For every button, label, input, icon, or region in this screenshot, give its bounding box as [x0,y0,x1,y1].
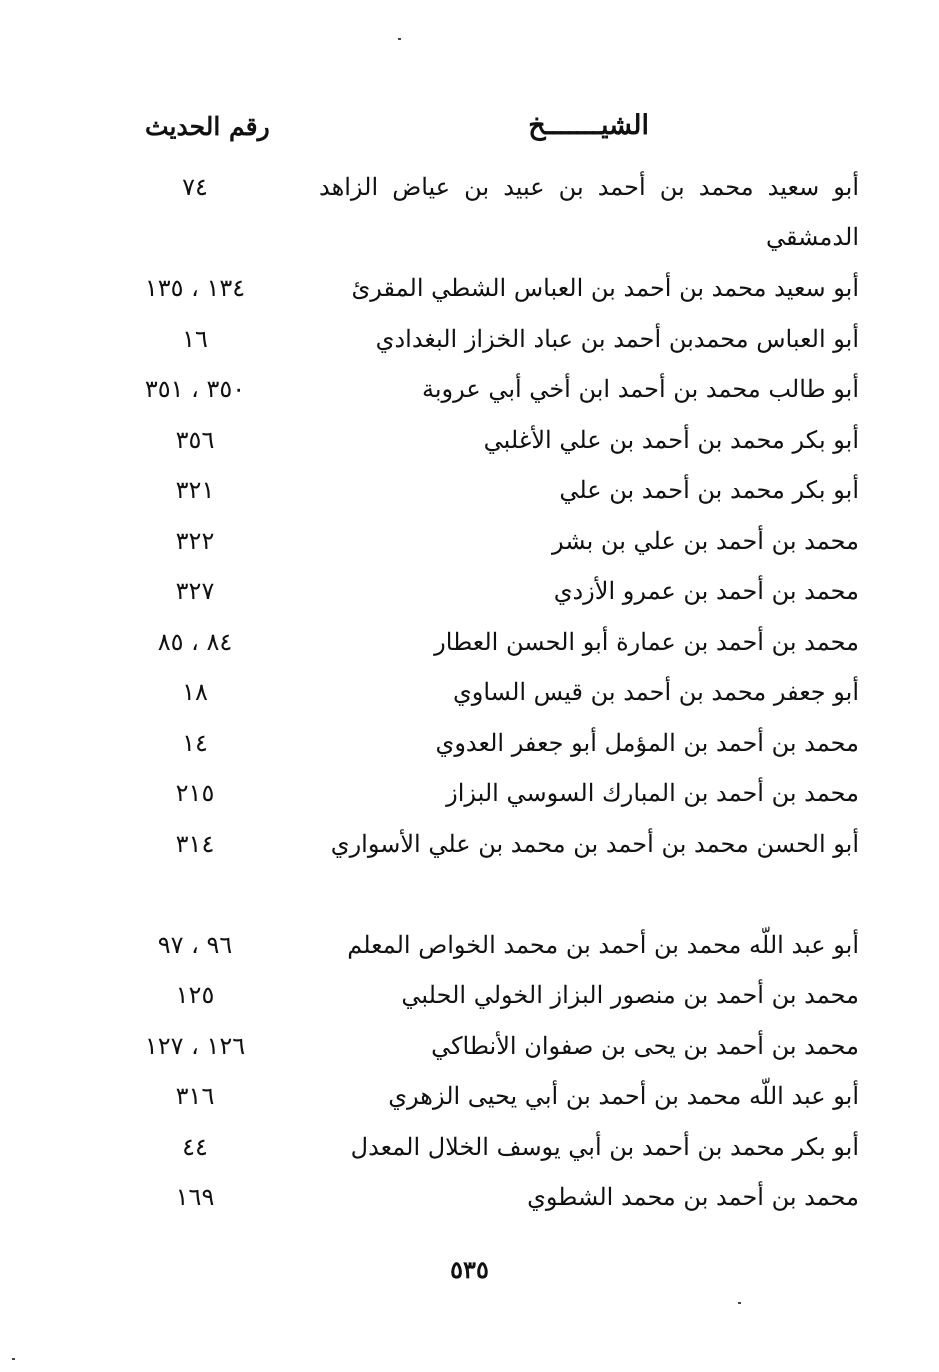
hadith-numbers: ١٣٤ ، ١٣٥ [144,274,246,302]
sheikh-name: محمد بن أحمد بن عمارة أبو الحسن العطار [434,627,859,656]
list-item [0,562,939,613]
list-item [0,461,939,512]
hadith-numbers: ٣٢١ [175,476,215,504]
list-item [0,360,939,411]
hadith-numbers: ٣٥٠ ، ٣٥١ [144,375,246,403]
list-item [0,158,939,259]
list-item [0,259,939,310]
hadith-numbers: ٩٦ ، ٩٧ [157,930,233,959]
hadith-numbers: ٧٤ [182,173,208,201]
sheikh-name: أبو عبد اللّه محمد بن أحمد بن أبي يحيى الزهري [388,1082,859,1110]
list-item [0,613,939,664]
page-number: ٥٣٥ [450,1255,489,1284]
hadith-numbers: ١٤ [182,728,208,757]
list-item [0,1017,939,1068]
hadith-numbers: ٣٥٦ [175,425,215,454]
sheikh-name: أبو بكر محمد بن أحمد بن علي [559,476,859,504]
hadith-numbers: ٨٤ ، ٨٥ [157,627,233,656]
sheikh-name: أبو بكر محمد بن أحمد بن علي الأغلبي [483,425,859,454]
sheikh-name: أبو جعفر محمد بن أحمد بن قيس الساوي [452,678,859,706]
sheikh-name: محمد بن أحمد بن منصور البزاز الخولي الحلبي [401,981,859,1009]
list-item [0,663,939,714]
sheikh-name: أبو العباس محمدبن أحمد بن عباد الخزاز البغدادي [375,324,859,353]
sheikh-name: أبو طالب محمد بن أحمد ابن أخي أبي عروبة [422,375,859,403]
sheikh-name: أبو سعيد محمد بن أحمد بن عبيد بن عياض الزاهد الدمشقي [319,173,859,251]
hadith-numbers: ١٦٩ [175,1183,215,1211]
sheikh-name: محمد بن أحمد بن عمرو الأزدي [553,577,859,605]
list-item [0,815,939,916]
list-item [0,1118,939,1169]
list-item [0,714,939,765]
hadith-numbers: ٣١٤ [175,829,215,858]
sheikh-name: أبو بكر محمد بن أحمد بن أبي يوسف الخلال المعدل [350,1132,859,1161]
hadith-numbers: ١٢٦ ، ١٢٧ [144,1031,246,1060]
table-header [0,110,939,150]
sheikh-list [0,158,939,1219]
list-item [0,1168,939,1219]
hadith-numbers: ٤٤ [182,1132,208,1161]
hadith-numbers: ٣١٦ [175,1082,215,1110]
sheikh-name: محمد بن أحمد بن المؤمل أبو جعفر العدوي [435,728,859,757]
scan-speck [398,38,401,40]
scan-speck [12,1358,15,1360]
list-item [0,512,939,563]
scan-speck [738,1302,741,1304]
sheikh-name: أبو الحسن محمد بن أحمد بن محمد بن علي الأسواري [330,829,859,858]
hadith-numbers: ١٦ [182,324,208,353]
sheikh-name: محمد بن أحمد بن علي بن بشر [551,526,859,555]
sheikh-name: محمد بن أحمد بن المبارك السوسي البزاز [446,779,859,807]
sheikh-name: أبو سعيد محمد بن أحمد بن العباس الشطي المقرئ [351,274,859,302]
hadith-numbers: ١٨ [182,678,208,706]
hadith-numbers: ٣٢٧ [175,577,215,605]
hadith-numbers: ١٢٥ [175,981,215,1009]
list-item [0,764,939,815]
list-item [0,1067,939,1118]
sheikh-name: محمد بن أحمد بن محمد الشطوي [527,1183,859,1211]
hadith-numbers: ٣٢٢ [175,526,215,555]
column-header-sheikh: الشيـــــــخ [528,110,649,141]
list-item [0,916,939,967]
list-item [0,310,939,361]
list-item [0,966,939,1017]
list-item [0,411,939,462]
hadith-numbers: ٢١٥ [175,779,215,807]
sheikh-name: أبو عبد اللّه محمد بن أحمد بن محمد الخواص المعلم [347,930,859,959]
column-header-hadith-number: رقم الحديث [145,112,270,141]
sheikh-name: محمد بن أحمد بن يحى بن صفوان الأنطاكي [431,1031,859,1060]
